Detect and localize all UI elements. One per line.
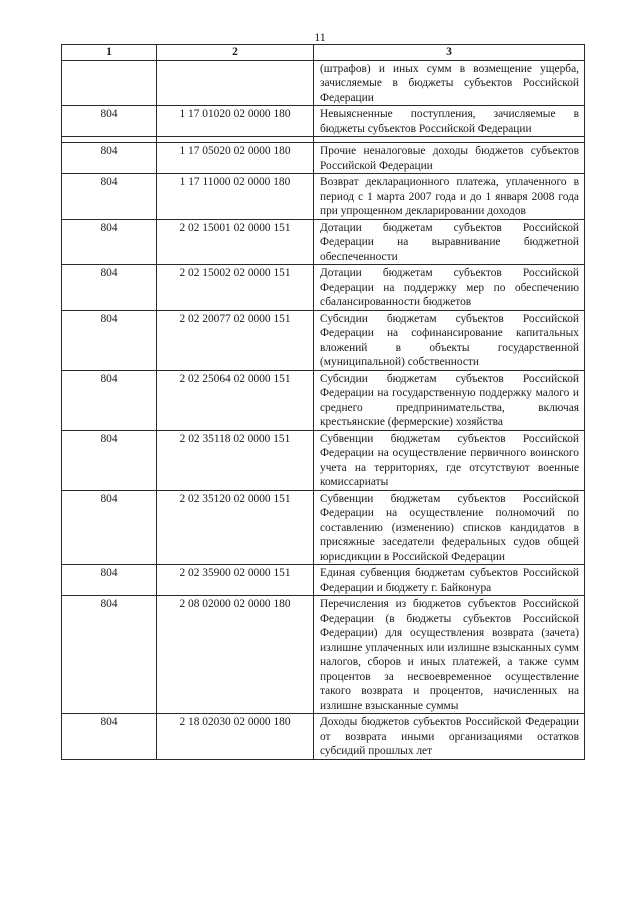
admin-code-cell: 804 xyxy=(62,174,157,220)
revenue-name-cell: Субсидии бюджетам субъектов Российской Федерации на софинансирование капитальных вложений в объекты государственной (муниципальной) собственности xyxy=(314,310,585,370)
revenue-name-cell: Единая субвенция бюджетам субъектов Российской Федерации и бюджету г. Байконура xyxy=(314,565,585,596)
table-row xyxy=(62,265,585,311)
revenue-code-cell: 2 02 15002 02 0000 151 xyxy=(157,265,314,311)
admin-code-cell: 804 xyxy=(62,430,157,490)
revenue-code-cell: 2 02 15001 02 0000 151 xyxy=(157,219,314,265)
table-row xyxy=(62,430,585,490)
revenue-name-cell: Возврат декларационного платежа, уплаченного в период с 1 марта 2007 года и до 1 января 2008 года при упрощенном декларировании доходов xyxy=(314,174,585,220)
revenue-code-cell: 2 02 25064 02 0000 151 xyxy=(157,370,314,430)
revenue-name-cell: Субвенции бюджетам субъектов Российской Федерации на осуществление первичного воинского учета на территориях, где отсутствуют военные комиссариаты xyxy=(314,430,585,490)
revenue-name-cell: Субвенции бюджетам субъектов Российской Федерации на осуществление полномочий по составлению (изменению) списков кандидатов в присяжные заседатели федеральных судов общей юрисдикции в Российской Федерации xyxy=(314,490,585,565)
table-row xyxy=(62,60,585,106)
revenue-code-cell: 2 02 35900 02 0000 151 xyxy=(157,565,314,596)
table-row xyxy=(62,490,585,565)
table-row xyxy=(62,174,585,220)
column-header-3: 3 xyxy=(314,45,585,61)
admin-code-cell: 804 xyxy=(62,106,157,137)
table-header-row xyxy=(62,45,585,61)
table-row xyxy=(62,143,585,174)
admin-code-cell: 804 xyxy=(62,310,157,370)
revenue-codes-table xyxy=(61,44,585,760)
table-row xyxy=(62,106,585,137)
revenue-name-cell: Доходы бюджетов субъектов Российской Федерации от возврата иными организациями остатков субсидий прошлых лет xyxy=(314,714,585,760)
column-header-2: 2 xyxy=(157,45,314,61)
table-row xyxy=(62,310,585,370)
admin-code-cell: 804 xyxy=(62,714,157,760)
revenue-code-cell: 2 02 35118 02 0000 151 xyxy=(157,430,314,490)
revenue-name-cell: Дотации бюджетам субъектов Российской Федерации на выравнивание бюджетной обеспеченности xyxy=(314,219,585,265)
admin-code-cell: 804 xyxy=(62,565,157,596)
table-row xyxy=(62,219,585,265)
revenue-name-cell: Дотации бюджетам субъектов Российской Федерации на поддержку мер по обеспечению сбалансированности бюджетов xyxy=(314,265,585,311)
admin-code-cell: 804 xyxy=(62,143,157,174)
revenue-name-cell: Субсидии бюджетам субъектов Российской Федерации на государственную поддержку малого и среднего предпринимательства, включая крестьянские (фермерские) хозяйства xyxy=(314,370,585,430)
revenue-code-cell: 1 17 11000 02 0000 180 xyxy=(157,174,314,220)
continuation-cell: (штрафов) и иных сумм в возмещение ущерба, зачисляемые в бюджеты субъектов Российской Федерации xyxy=(314,60,585,106)
admin-code-cell: 804 xyxy=(62,596,157,714)
column-header-1: 1 xyxy=(62,45,157,61)
admin-code-cell: 804 xyxy=(62,219,157,265)
table-row xyxy=(62,596,585,714)
admin-code-cell: 804 xyxy=(62,370,157,430)
table-row xyxy=(62,565,585,596)
admin-code-cell: 804 xyxy=(62,265,157,311)
table-row xyxy=(62,714,585,760)
page-number: 11 xyxy=(314,30,326,44)
table-row xyxy=(62,370,585,430)
revenue-code-cell: 1 17 05020 02 0000 180 xyxy=(157,143,314,174)
admin-code-cell: 804 xyxy=(62,490,157,565)
revenue-code-cell: 2 18 02030 02 0000 180 xyxy=(157,714,314,760)
revenue-code-cell: 1 17 01020 02 0000 180 xyxy=(157,106,314,137)
revenue-name-cell: Невыясненные поступления, зачисляемые в бюджеты субъектов Российской Федерации xyxy=(314,106,585,137)
revenue-code-cell: 2 02 35120 02 0000 151 xyxy=(157,490,314,565)
revenue-code-cell: 2 02 20077 02 0000 151 xyxy=(157,310,314,370)
revenue-name-cell: Прочие неналоговые доходы бюджетов субъектов Российской Федерации xyxy=(314,143,585,174)
revenue-code-cell: 2 08 02000 02 0000 180 xyxy=(157,596,314,714)
revenue-name-cell: Перечисления из бюджетов субъектов Российской Федерации (в бюджеты субъектов Российской Федерации) для осуществления возврата (зачета) излишне уплаченных или излишне взысканных сумм налогов, сборов и иных платежей, а также сумм процентов за несвоевременное осуществление такого возврата и процентов, начисленных на излишне взысканные суммы xyxy=(314,596,585,714)
